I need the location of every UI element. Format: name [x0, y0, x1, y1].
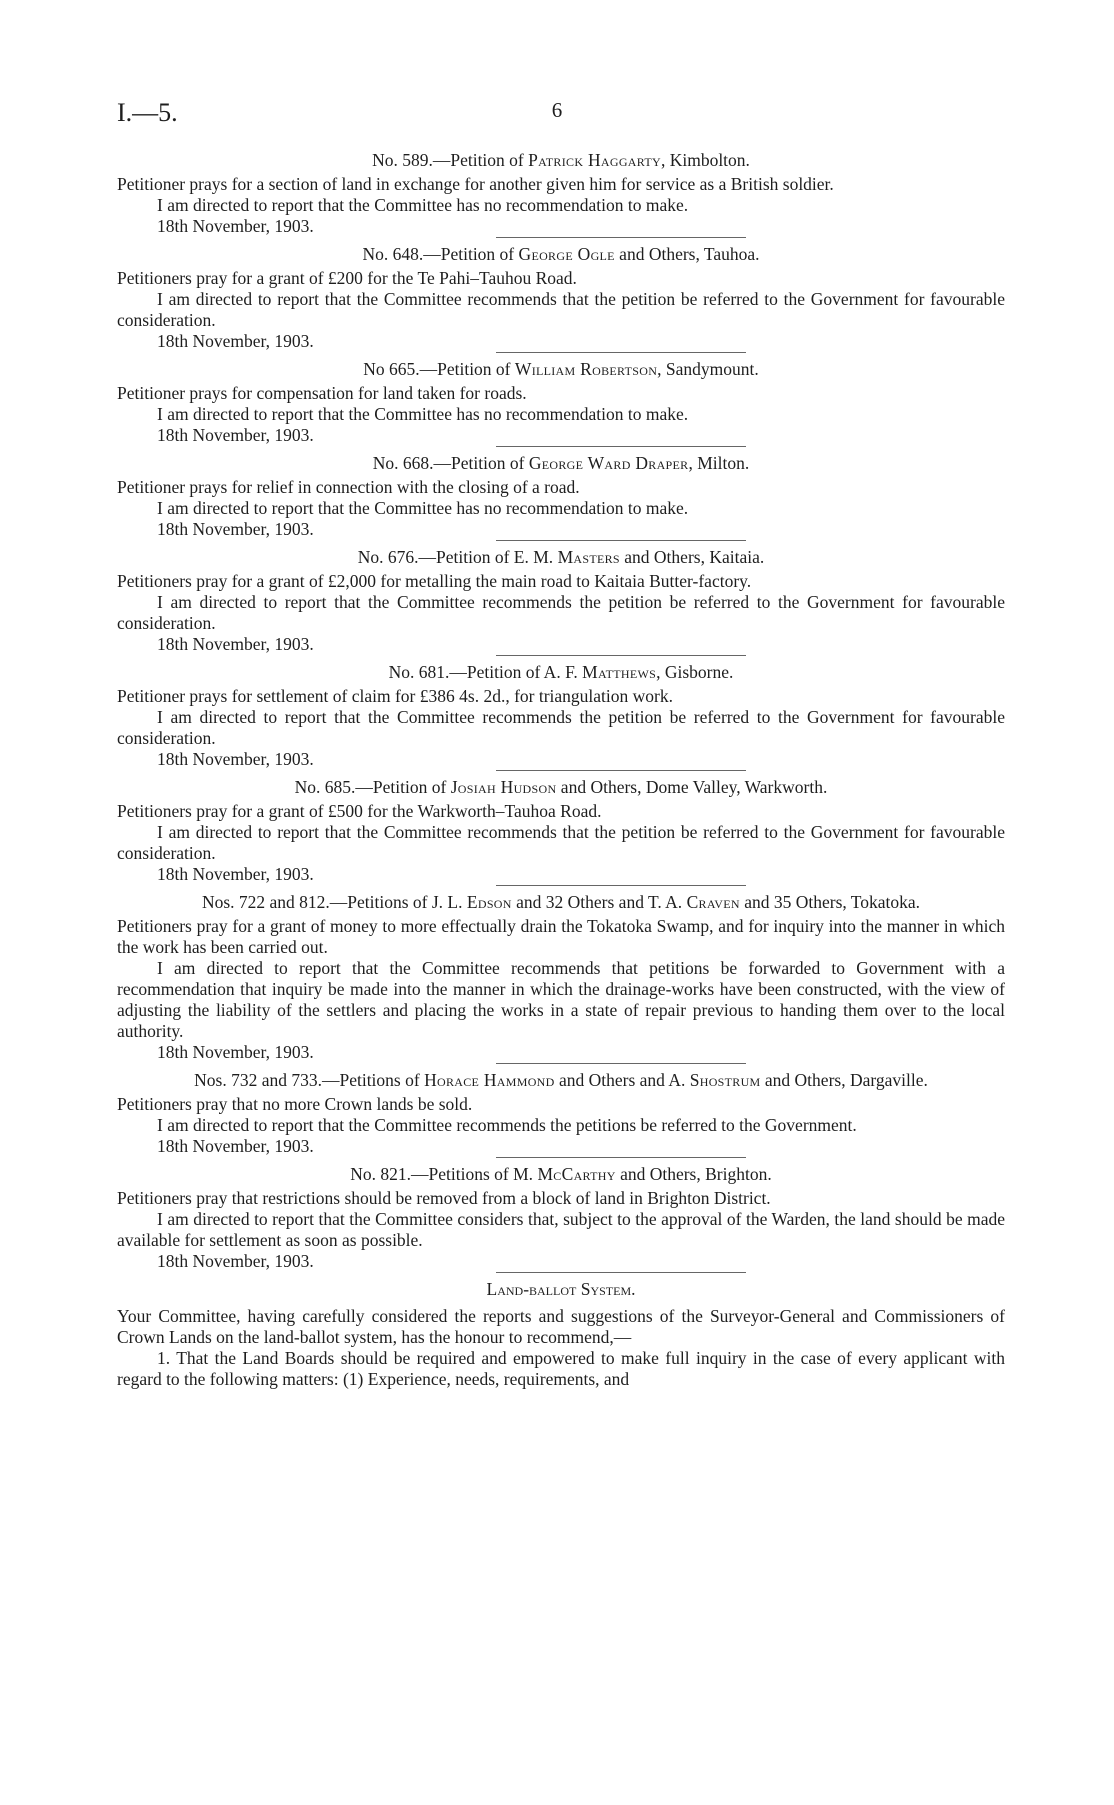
- section-divider: [496, 1063, 746, 1064]
- petitioner-name: William Robertson: [514, 359, 658, 379]
- petition-prayer: Petitioners pray that no more Crown lands be sold.: [117, 1094, 473, 1114]
- report-date: 18th November, 1903.: [157, 216, 314, 236]
- page-number: 6: [551, 98, 563, 122]
- petition-entry: [117, 244, 1005, 351]
- petitioner-name: Edson: [466, 892, 512, 912]
- petition-heading: No. 668.—Petition of George Ward Draper, Milton.: [372, 453, 750, 473]
- committee-report: I am directed to report that the Committee recommends the petition be referred to the Government for favourable consideration.: [117, 592, 1005, 633]
- section-divider: [496, 540, 746, 541]
- petition-prayer: Petitioners pray that restrictions should be removed from a block of land in Brighton District.: [117, 1188, 771, 1208]
- petition-prayer: Petitioners pray for a grant of money to more effectually drain the Tokatoka Swamp, and for inquiry into the manner in which the work has been carried out.: [117, 916, 1005, 957]
- petitioner-name: Masters: [557, 547, 620, 567]
- committee-report: I am directed to report that the Committee recommends the petition be referred to the Government for favourable consideration.: [117, 707, 1005, 748]
- committee-report: I am directed to report that the Committee has no recommendation to make.: [157, 498, 689, 518]
- committee-report: I am directed to report that the Committee has no recommendation to make.: [157, 195, 689, 215]
- petitioner-name: Josiah Hudson: [450, 777, 557, 797]
- section-divider: [496, 655, 746, 656]
- report-date: 18th November, 1903.: [157, 634, 314, 654]
- committee-report: I am directed to report that the Committee considers that, subject to the approval of the Warden, the land should be made available for settlement as soon as possible.: [117, 1209, 1005, 1250]
- petition-prayer: Petitioner prays for compensation for land taken for roads.: [117, 383, 527, 403]
- petition-entry: [117, 892, 1005, 1062]
- committee-report: I am directed to report that the Committee recommends the petitions be referred to the Government.: [157, 1115, 857, 1135]
- section-paragraph: Your Committee, having carefully considered the reports and suggestions of the Surveyor-General and Commissioners of Crown Lands on the land-ballot system, has the honour to recommend,—: [117, 1306, 1005, 1347]
- petition-entry: [117, 359, 1005, 445]
- petition-heading: Nos. 732 and 733.—Petitions of Horace Hammond and Others and A. Shostrum and Others, Dargaville.: [194, 1070, 928, 1090]
- petitioner-name: Patrick Haggarty: [528, 150, 661, 170]
- petition-entry: [117, 662, 1005, 769]
- report-date: 18th November, 1903.: [157, 1042, 314, 1062]
- petition-prayer: Petitioners pray for a grant of £500 for the Warkworth–Tauhoa Road.: [117, 801, 602, 821]
- section-divider: [496, 885, 746, 886]
- committee-report: I am directed to report that the Committee recommends that the petition be referred to the Government for favourable consideration.: [117, 289, 1005, 330]
- page-header: [117, 98, 997, 134]
- petition-heading: No. 676.—Petition of E. M. Masters and Others, Kaitaia.: [357, 547, 765, 567]
- petition-heading: No. 589.—Petition of Patrick Haggarty, Kimbolton.: [372, 150, 750, 170]
- petition-heading: Nos. 722 and 812.—Petitions of J. L. Edson and 32 Others and T. A. Craven and 35 Others, Tokatoka.: [201, 892, 921, 912]
- section-divider: [496, 352, 746, 353]
- section-divider: [496, 1272, 746, 1273]
- report-date: 18th November, 1903.: [157, 864, 314, 884]
- report-date: 18th November, 1903.: [157, 425, 314, 445]
- petitioner-name: Matthews: [582, 662, 657, 682]
- section-title: Land-ballot System.: [486, 1279, 636, 1299]
- committee-report: I am directed to report that the Committee recommends that petitions be forwarded to Government with a recommendation that inquiry be made into the manner in which the drainage-works have been constructed, with the view of adjusting the liability of the settlers and placing the works in a state of repair previous to handing them over to the local authority.: [117, 958, 1005, 1041]
- report-date: 18th November, 1903.: [157, 1136, 314, 1156]
- petition-heading: No. 648.—Petition of George Ogle and Others, Tauhoa.: [362, 244, 760, 264]
- report-date: 18th November, 1903.: [157, 331, 314, 351]
- petitioner-name: George Ogle: [518, 244, 615, 264]
- petition-entry: [117, 150, 1005, 236]
- petition-entry: [117, 1164, 1005, 1271]
- petitioner-name: McCarthy: [537, 1164, 616, 1184]
- petition-entry: [117, 453, 1005, 539]
- petition-entry: [117, 777, 1005, 884]
- report-date: 18th November, 1903.: [157, 1251, 314, 1271]
- section-divider: [496, 446, 746, 447]
- petition-prayer: Petitioners pray for a grant of £2,000 for metalling the main road to Kaitaia Butter-factory.: [117, 571, 752, 591]
- report-date: 18th November, 1903.: [157, 519, 314, 539]
- petition-prayer: Petitioner prays for relief in connection with the closing of a road.: [117, 477, 580, 497]
- petition-heading: No. 681.—Petition of A. F. Matthews, Gisborne.: [388, 662, 734, 682]
- petition-heading: No 665.—Petition of William Robertson, Sandymount.: [363, 359, 759, 379]
- section-divider: [496, 1157, 746, 1158]
- land-ballot-section: [117, 1279, 1005, 1390]
- petition-heading: No. 685.—Petition of Josiah Hudson and Others, Dome Valley, Warkworth.: [294, 777, 828, 797]
- document-body: [117, 150, 1005, 1402]
- petition-heading: No. 821.—Petitions of M. McCarthy and Others, Brighton.: [350, 1164, 772, 1184]
- committee-report: I am directed to report that the Committee has no recommendation to make.: [157, 404, 689, 424]
- petition-entry: [117, 1070, 1005, 1156]
- petitioner-name: George Ward Draper: [528, 453, 689, 473]
- recommendation-paragraph: 1. That the Land Boards should be required and empowered to make full inquiry in the case of every applicant with regard to the following matters: (1) Experience, needs, requirements, and: [117, 1348, 1005, 1389]
- petition-prayer: Petitioner prays for settlement of claim for £386 4s. 2d., for triangulation work.: [117, 686, 673, 706]
- document-reference: I.—5.: [117, 98, 178, 127]
- section-divider: [496, 770, 746, 771]
- petitioner-name: Horace Hammond: [424, 1070, 555, 1090]
- petition-entry: [117, 547, 1005, 654]
- section-divider: [496, 237, 746, 238]
- petition-prayer: Petitioner prays for a section of land in exchange for another given him for service as a British soldier.: [117, 174, 834, 194]
- petition-prayer: Petitioners pray for a grant of £200 for the Te Pahi–Tauhou Road.: [117, 268, 577, 288]
- petitioner-name: Shostrum: [689, 1070, 761, 1090]
- petitioner-name: Craven: [686, 892, 740, 912]
- report-date: 18th November, 1903.: [157, 749, 314, 769]
- committee-report: I am directed to report that the Committee recommends that the petition be referred to the Government for favourable consideration.: [117, 822, 1005, 863]
